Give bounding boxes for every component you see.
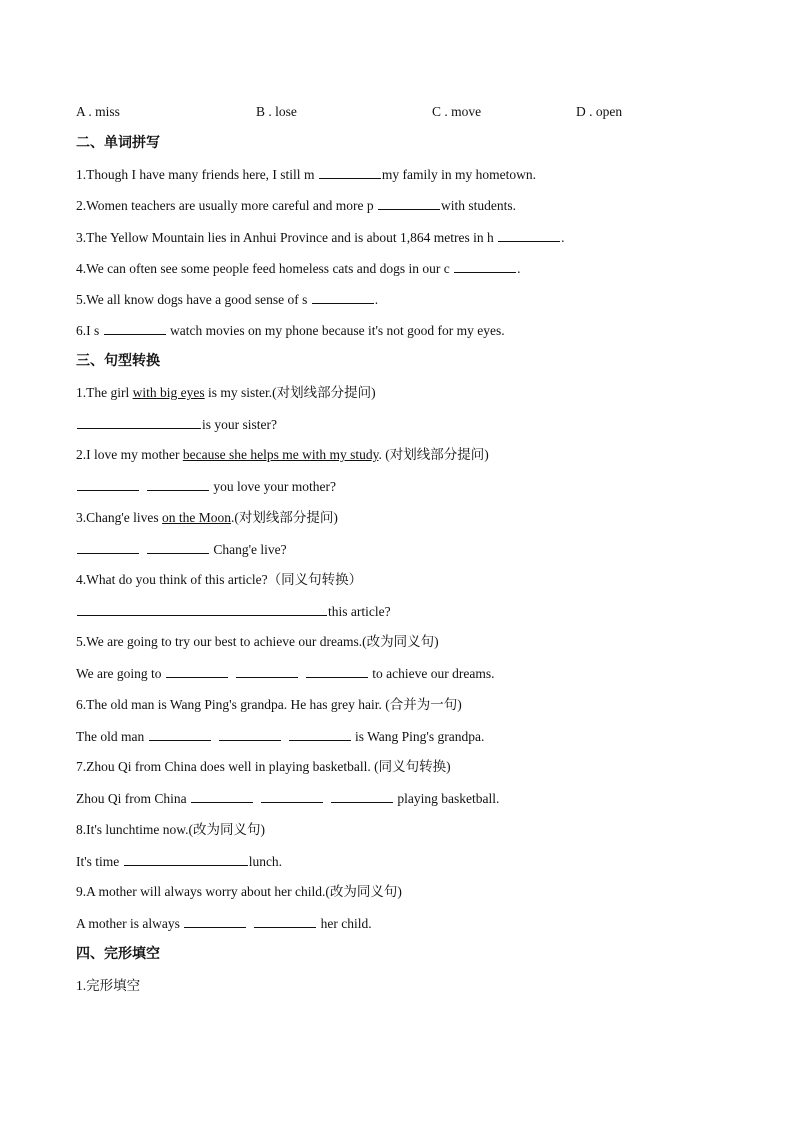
question-text: .(对划线部分提问): [231, 510, 338, 525]
transform-q1: [76, 384, 754, 402]
section3-title: 三、句型转换: [76, 353, 160, 369]
answer-text: We are going to: [76, 666, 165, 681]
transform-q5: 5.We are going to try our best to achieve our dreams.(改为同义句): [76, 634, 439, 649]
answer-blank[interactable]: [498, 228, 560, 242]
answer-blank[interactable]: [147, 477, 209, 491]
section2-title: 二、单词拼写: [76, 135, 160, 151]
section4-subtitle: 1.完形填空: [76, 978, 141, 993]
question-text: 1.Though I have many friends here, I still m: [76, 167, 318, 182]
answer-text: It's time: [76, 854, 123, 869]
answer-text: Zhou Qi from China: [76, 791, 190, 806]
transform-q9: 9.A mother will always worry about her child.(改为同义句): [76, 884, 402, 899]
question-text: with students.: [441, 198, 517, 213]
transform-q3: [76, 509, 754, 527]
answer-blank[interactable]: [124, 852, 248, 866]
question-text: 2.I love my mother: [76, 447, 183, 462]
spelling-item-2: [76, 196, 754, 215]
answer-text: The old man: [76, 729, 148, 744]
answer-text: her child.: [317, 916, 372, 931]
spelling-item-3: [76, 228, 754, 247]
spelling-item-4: [76, 259, 754, 278]
answer-blank[interactable]: [149, 727, 211, 741]
transform-q8: 8.It's lunchtime now.(改为同义句): [76, 822, 266, 837]
question-text: watch movies on my phone because it's not good for my eyes.: [166, 323, 505, 338]
spelling-item-1: [76, 165, 754, 184]
question-text: .: [517, 261, 521, 276]
answer-blank[interactable]: [77, 540, 139, 554]
answer-blank[interactable]: [184, 914, 246, 928]
answer-blank[interactable]: [77, 477, 139, 491]
question-text: 3.Chang'e lives: [76, 510, 163, 525]
answer-text: Chang'e live?: [210, 542, 287, 557]
answer-text: is Wang Ping's grandpa.: [351, 729, 485, 744]
answer-blank[interactable]: [77, 415, 201, 429]
answer-text: is your sister?: [202, 417, 277, 432]
question-text: 5.We all know dogs have a good sense of s: [76, 292, 311, 307]
answer-text: you love your mother?: [210, 479, 336, 494]
answer-blank[interactable]: [147, 540, 209, 554]
answer-text: playing basketball.: [394, 791, 500, 806]
underlined-phrase: because she helps me with my study: [182, 447, 379, 462]
answer-blank[interactable]: [319, 165, 381, 179]
option-c: C . move: [432, 104, 482, 119]
answer-blank[interactable]: [312, 290, 374, 304]
transform-q2: [76, 446, 754, 464]
transform-a2: [76, 477, 754, 496]
question-text: . (对划线部分提问): [378, 447, 489, 462]
transform-a3: [76, 540, 754, 559]
answer-blank[interactable]: [166, 664, 228, 678]
transform-a8: [76, 852, 754, 871]
option-d: D . open: [576, 104, 623, 119]
transform-q4: 4.What do you think of this article?（同义句转换）: [76, 572, 363, 587]
question-text: my family in my hometown.: [381, 167, 536, 182]
spelling-item-5: [76, 290, 754, 309]
answer-blank[interactable]: [306, 664, 368, 678]
transform-a9: [76, 914, 754, 933]
answer-text: lunch.: [248, 854, 283, 869]
answer-blank[interactable]: [378, 196, 440, 210]
spelling-item-6: [76, 321, 754, 340]
answer-blank[interactable]: [219, 727, 281, 741]
question-text: 3.The Yellow Mountain lies in Anhui Province and is about 1,864 metres in h: [76, 230, 498, 245]
transform-q6: 6.The old man is Wang Ping's grandpa. He has grey hair. (合并为一句): [76, 697, 462, 712]
answer-text: to achieve our dreams.: [368, 666, 495, 681]
answer-blank[interactable]: [289, 727, 351, 741]
section4-title: 四、完形填空: [76, 946, 160, 962]
transform-q7: 7.Zhou Qi from China does well in playing basketball. (同义句转换): [76, 759, 451, 774]
question-text: 6.I s: [76, 323, 103, 338]
question-text: 2.Women teachers are usually more careful and more p: [76, 198, 378, 213]
answer-blank[interactable]: [254, 914, 316, 928]
answer-blank[interactable]: [191, 789, 253, 803]
option-b: B . lose: [256, 104, 297, 119]
answer-blank[interactable]: [261, 789, 323, 803]
question-text: .: [561, 230, 565, 245]
question-text: is my sister.(对划线部分提问): [204, 385, 376, 400]
underlined-phrase: on the Moon: [162, 510, 232, 525]
answer-text: this article?: [328, 604, 391, 619]
answer-blank[interactable]: [331, 789, 393, 803]
transform-a5: [76, 664, 754, 683]
answer-text: A mother is always: [76, 916, 184, 931]
question-text: 4.We can often see some people feed homeless cats and dogs in our c: [76, 261, 454, 276]
answer-blank[interactable]: [104, 321, 166, 335]
option-a: A . miss: [76, 104, 120, 119]
question-text: 1.The girl: [76, 385, 133, 400]
answer-blank[interactable]: [236, 664, 298, 678]
answer-blank[interactable]: [77, 602, 327, 616]
answer-blank[interactable]: [454, 259, 516, 273]
transform-a6: [76, 727, 754, 746]
transform-a7: [76, 789, 754, 808]
transform-a1: [76, 415, 754, 434]
question-text: .: [374, 292, 379, 307]
transform-a4: [76, 602, 754, 621]
underlined-phrase: with big eyes: [132, 385, 205, 400]
